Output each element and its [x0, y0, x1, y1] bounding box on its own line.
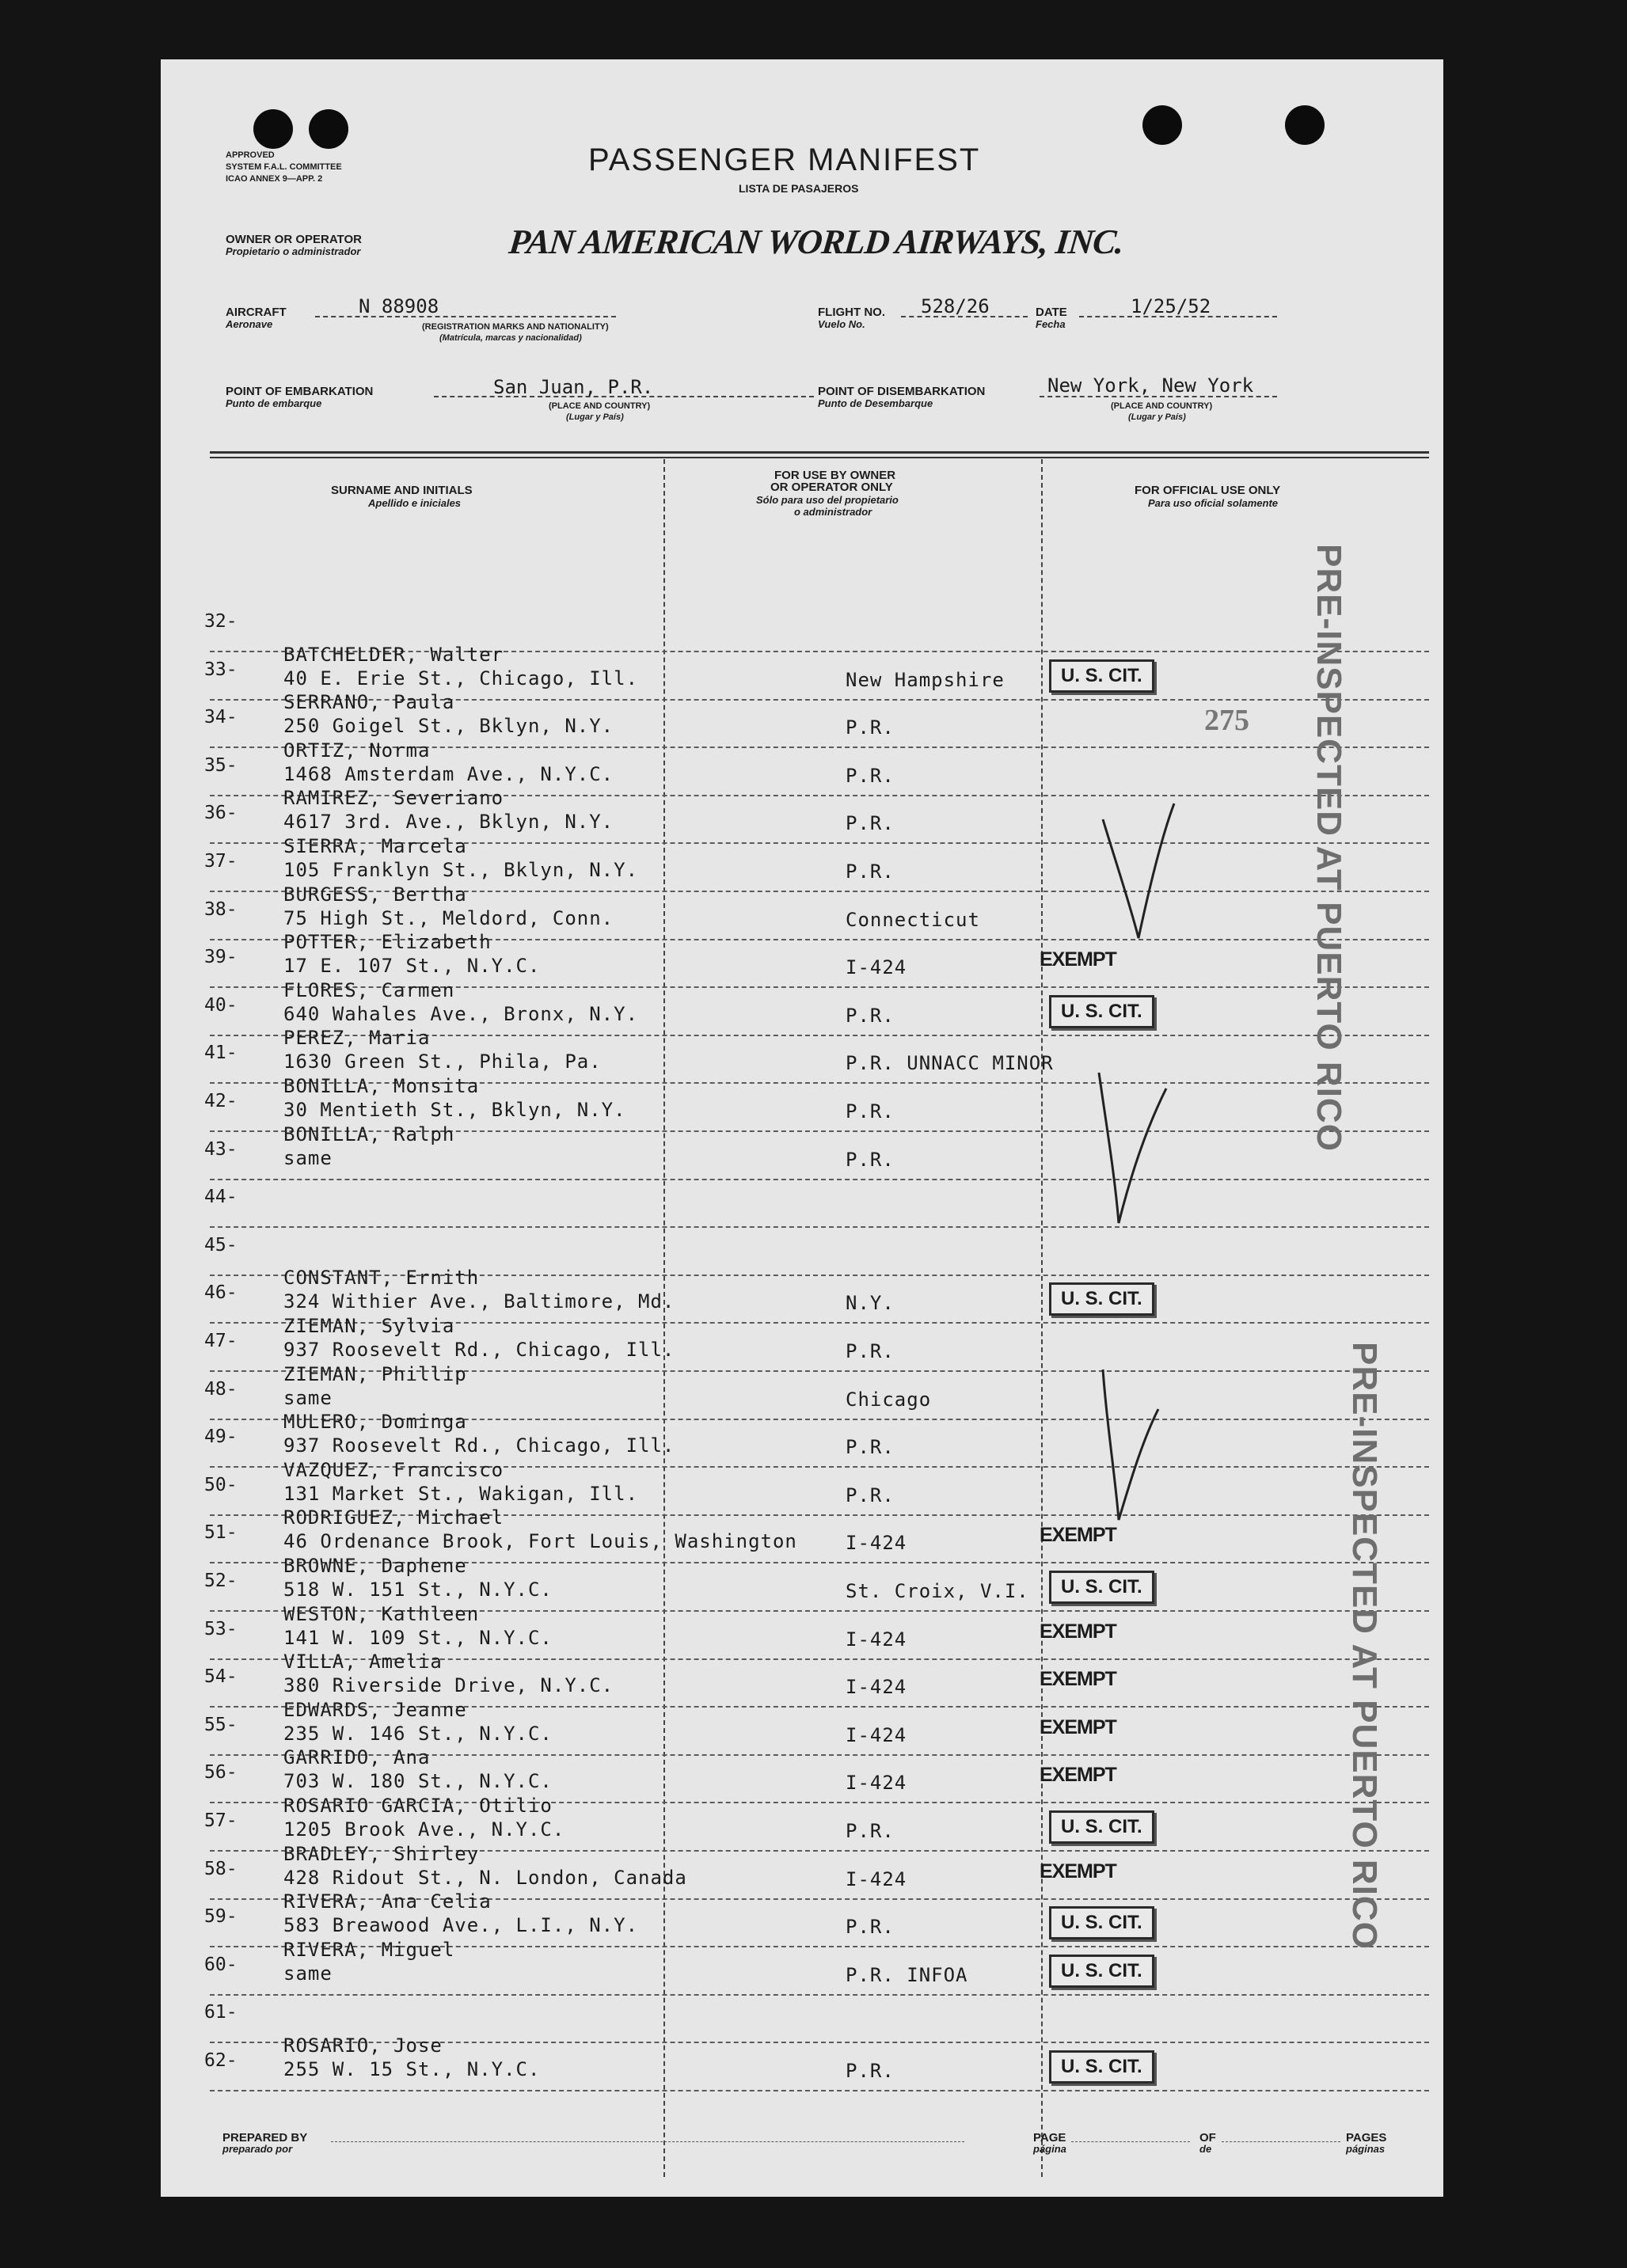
col-operator-header-es-2: o administrador [794, 506, 872, 518]
col-operator-header: FOR USE BY OWNER [774, 469, 896, 482]
punch-hole [253, 109, 293, 149]
row-rule [210, 1226, 1429, 1228]
passenger-address: 380 Riverside Drive, N.Y.C. [283, 1674, 614, 1696]
disembark-place-note-es: (Lugar y País) [1128, 412, 1186, 422]
row-number: 60- [204, 1955, 238, 1975]
aircraft-label-es: Aeronave [226, 318, 273, 330]
row-number: 40- [204, 995, 238, 1016]
registration-note: (REGISTRATION MARKS AND NATIONALITY) [422, 322, 609, 332]
row-number: 50- [204, 1475, 238, 1495]
us-citizen-stamp: U. S. CIT. [1049, 2050, 1154, 2084]
us-citizen-stamp: U. S. CIT. [1049, 1906, 1154, 1939]
operator-note: New Hampshire [846, 669, 1005, 691]
passenger-address: 703 W. 180 St., N.Y.C. [283, 1770, 553, 1792]
operator-note: I-424 [846, 1868, 907, 1890]
row-number: 36- [204, 803, 238, 823]
exempt-stamp: EXEMPT [1040, 1716, 1116, 1738]
row-number: 56- [204, 1762, 238, 1783]
flight-label-es: Vuelo No. [818, 318, 865, 330]
exempt-stamp: EXEMPT [1040, 1524, 1116, 1546]
row-number: 49- [204, 1427, 238, 1447]
passenger-address: 518 W. 151 St., N.Y.C. [283, 1578, 553, 1601]
col-operator-header-es: Sólo para uso del propietario [756, 494, 899, 506]
row-number: 52- [204, 1571, 238, 1591]
owner-label-es: Propietario o administrador [226, 245, 361, 257]
row-number: 58- [204, 1859, 238, 1879]
row-number: 46- [204, 1282, 238, 1303]
passenger-address: 428 Ridout St., N. London, Canada [283, 1867, 687, 1889]
punch-hole [309, 109, 348, 149]
passenger-address: 235 W. 146 St., N.Y.C. [283, 1723, 553, 1745]
row-number: 57- [204, 1810, 238, 1831]
prepared-label-es: preparado por [222, 2143, 293, 2155]
operator-note: P.R. [846, 1100, 895, 1123]
row-number: 38- [204, 899, 238, 920]
row-rule [210, 2090, 1429, 2091]
passenger-address: 131 Market St., Wakigan, Ill. [283, 1483, 639, 1505]
row-number: 59- [204, 1906, 238, 1927]
page-title-es: LISTA DE PASAJEROS [739, 182, 859, 195]
approved-line-1: APPROVED [226, 150, 275, 160]
operator-note: I-424 [846, 1772, 907, 1794]
col-surname-header: SURNAME AND INITIALS [331, 484, 473, 497]
col-surname-header-es: Apellido e iniciales [368, 497, 462, 509]
pages-label-es: páginas [1346, 2143, 1386, 2155]
flight-value: 528/26 [921, 295, 990, 317]
row-number: 47- [204, 1331, 238, 1351]
pages-label: PAGES [1346, 2131, 1387, 2145]
of-label: OF [1199, 2131, 1216, 2145]
disembark-label: POINT OF DISEMBARKATION [818, 385, 986, 398]
passenger-name: VILLA, Amelia [283, 1651, 443, 1673]
passenger-address: 1205 Brook Ave., N.Y.C. [283, 1818, 565, 1841]
date-label-es: Fecha [1036, 318, 1066, 330]
operator-note: P.R. [846, 1436, 895, 1458]
passenger-address: 583 Breawood Ave., L.I., N.Y. [283, 1914, 639, 1936]
operator-note: P.R. [846, 1484, 895, 1506]
passenger-address: same [283, 1962, 333, 1985]
passenger-name: BATCHELDER, Walter [283, 644, 504, 666]
flight-label: FLIGHT NO. [818, 306, 885, 319]
passenger-name: GARRIDO, Ana [283, 1746, 431, 1768]
passenger-name: BONILLA, Ralph [283, 1123, 455, 1145]
operator-name: PAN AMERICAN WORLD AIRWAYS, INC. [507, 222, 1126, 261]
passenger-name: VAZQUEZ, Francisco [283, 1459, 504, 1481]
row-number: 44- [204, 1187, 238, 1207]
passenger-address: 1468 Amsterdam Ave., N.Y.C. [283, 763, 614, 785]
check-mark-icon [1091, 1346, 1178, 1536]
operator-note: P.R. [846, 1005, 895, 1027]
operator-note: I-424 [846, 956, 907, 978]
embark-place-note: (PLACE AND COUNTRY) [549, 401, 651, 411]
aircraft-value: N 88908 [359, 295, 439, 317]
passenger-address: 30 Mentieth St., Bklyn, N.Y. [283, 1099, 626, 1121]
row-number: 32- [204, 611, 238, 632]
operator-note: P.R. [846, 1916, 895, 1938]
operator-note: Chicago [846, 1389, 932, 1411]
page-label-es: página [1033, 2143, 1066, 2155]
passenger-name: ORTIZ, Norma [283, 739, 431, 762]
passenger-name: ROSARIO, Jose [283, 2034, 443, 2057]
passenger-address: 640 Wahales Ave., Bronx, N.Y. [283, 1003, 639, 1025]
of-label-es: de [1199, 2143, 1212, 2155]
passenger-address: 324 Withier Ave., Baltimore, Md. [283, 1290, 675, 1313]
passenger-address: 250 Goigel St., Bklyn, N.Y. [283, 715, 614, 737]
check-mark-icon [1091, 1041, 1178, 1231]
passenger-address: 255 W. 15 St., N.Y.C. [283, 2058, 541, 2080]
operator-note: P.R. [846, 812, 895, 834]
passenger-name: RIVERA, Ana Celia [283, 1890, 492, 1913]
exempt-stamp: EXEMPT [1040, 948, 1116, 971]
page-label: PAGE [1033, 2131, 1066, 2145]
embark-label-es: Punto de embarque [226, 397, 322, 409]
passenger-address: 141 W. 109 St., N.Y.C. [283, 1627, 553, 1649]
passenger-name: RIVERA, Miguel [283, 1939, 455, 1961]
exempt-stamp: EXEMPT [1040, 1620, 1116, 1643]
operator-note: I-424 [846, 1676, 907, 1698]
row-number: 48- [204, 1379, 238, 1400]
passenger-name: ROSARIO GARCIA, Otilio [283, 1795, 553, 1817]
operator-note: I-424 [846, 1724, 907, 1746]
disembark-label-es: Punto de Desembarque [818, 397, 933, 409]
date-label: DATE [1036, 306, 1067, 319]
check-mark-icon [1095, 701, 1182, 954]
exempt-stamp: EXEMPT [1040, 1764, 1116, 1786]
row-number: 42- [204, 1091, 238, 1111]
handwritten-count: 275 [1204, 704, 1249, 737]
operator-note: P.R. [846, 765, 895, 787]
operator-note: P.R. INFOA [846, 1964, 968, 1986]
row-number: 39- [204, 947, 238, 967]
date-value: 1/25/52 [1131, 295, 1211, 317]
passenger-name: BURGESS, Bertha [283, 883, 467, 906]
row-number: 34- [204, 707, 238, 728]
passenger-address: 75 High St., Meldord, Conn. [283, 907, 614, 929]
operator-note: N.Y. [846, 1292, 895, 1314]
passenger-name: BONILLA, Monsita [283, 1075, 480, 1097]
embark-value: San Juan, P.R. [493, 376, 654, 398]
prepared-label: PREPARED BY [222, 2131, 308, 2145]
passenger-address: 937 Roosevelt Rd., Chicago, Ill. [283, 1339, 675, 1361]
row-rule [210, 1994, 1429, 1996]
row-number: 61- [204, 2002, 238, 2023]
us-citizen-stamp: U. S. CIT. [1049, 1571, 1154, 1604]
owner-label: OWNER OR OPERATOR [226, 233, 362, 246]
disembark-value: New York, New York [1047, 374, 1254, 397]
aircraft-label: AIRCRAFT [226, 306, 287, 319]
manifest-sheet [161, 59, 1443, 2197]
passenger-address: 937 Roosevelt Rd., Chicago, Ill. [283, 1434, 675, 1457]
row-number: 62- [204, 2050, 238, 2071]
col-official-header: FOR OFFICIAL USE ONLY [1135, 484, 1281, 497]
passenger-name: EDWARDS, Jeanne [283, 1699, 467, 1721]
passenger-address: same [283, 1387, 333, 1409]
operator-note: P.R. [846, 1340, 895, 1362]
punch-hole [1285, 105, 1325, 145]
passenger-name: MULERO, Dominga [283, 1411, 467, 1433]
preinspected-stamp-top: PRE-INSPECTED AT PUERTO RICO [1310, 544, 1348, 1152]
operator-note: P.R. [846, 860, 895, 883]
passenger-name: SIERRA, Marcela [283, 835, 467, 857]
operator-note: I-424 [846, 1628, 907, 1651]
col-operator-header-2: OR OPERATOR ONLY [770, 481, 893, 494]
embark-label: POINT OF EMBARKATION [226, 385, 374, 398]
operator-note: P.R. [846, 1149, 895, 1171]
passenger-name: SERRANO, Paula [283, 691, 455, 713]
row-number: 33- [204, 659, 238, 680]
row-number: 54- [204, 1666, 238, 1687]
passenger-address: 17 E. 107 St., N.Y.C. [283, 955, 541, 977]
row-number: 53- [204, 1619, 238, 1639]
operator-note: P.R. [846, 2060, 895, 2082]
approved-line-2: SYSTEM F.A.L. COMMITTEE [226, 162, 342, 172]
page-title: PASSENGER MANIFEST [588, 142, 981, 177]
passenger-address: same [283, 1147, 333, 1169]
us-citizen-stamp: U. S. CIT. [1049, 1955, 1154, 1988]
us-citizen-stamp: U. S. CIT. [1049, 659, 1154, 693]
passenger-address: 4617 3rd. Ave., Bklyn, N.Y. [283, 811, 614, 833]
row-number: 51- [204, 1522, 238, 1543]
disembark-place-note: (PLACE AND COUNTRY) [1111, 401, 1213, 411]
row-number: 37- [204, 851, 238, 872]
row-number: 55- [204, 1715, 238, 1735]
us-citizen-stamp: U. S. CIT. [1049, 1282, 1154, 1316]
passenger-name: PEREZ, Maria [283, 1027, 431, 1049]
passenger-address: 46 Ordenance Brook, Fort Louis, Washington [283, 1530, 797, 1552]
passenger-name: BROWNE, Daphene [283, 1555, 467, 1577]
passenger-name: BRADLEY, Shirley [283, 1843, 480, 1865]
col-official-header-es: Para uso oficial solamente [1148, 497, 1279, 509]
row-rule [210, 1179, 1429, 1180]
passenger-address: 40 E. Erie St., Chicago, Ill. [283, 667, 639, 690]
passenger-name: RODRIGUEZ, Michael [283, 1506, 504, 1529]
operator-note: I-424 [846, 1532, 907, 1554]
passenger-address: 105 Franklyn St., Bklyn, N.Y. [283, 859, 639, 881]
operator-note: P.R. [846, 716, 895, 739]
row-number: 45- [204, 1235, 238, 1256]
operator-note: Connecticut [846, 909, 980, 931]
passenger-address: 1630 Green St., Phila, Pa. [283, 1050, 602, 1073]
passenger-name: CONSTANT, Ernith [283, 1267, 480, 1289]
passenger-name: RAMIREZ, Severiano [283, 787, 504, 809]
passenger-name: FLORES, Carmen [283, 979, 455, 1001]
passenger-name: ZIEMAN, Phillip [283, 1363, 467, 1385]
operator-note: P.R. UNNACC MINOR [846, 1052, 1054, 1074]
us-citizen-stamp: U. S. CIT. [1049, 1810, 1154, 1844]
registration-note-es: (Matrícula, marcas y nacionalidad) [439, 333, 582, 343]
exempt-stamp: EXEMPT [1040, 1860, 1116, 1882]
punch-hole [1142, 105, 1182, 145]
approved-line-3: ICAO ANNEX 9—APP. 2 [226, 174, 323, 184]
us-citizen-stamp: U. S. CIT. [1049, 995, 1154, 1028]
row-number: 41- [204, 1043, 238, 1063]
passenger-name: ZIEMAN, Sylvia [283, 1315, 455, 1337]
passenger-name: WESTON, Kathleen [283, 1603, 480, 1625]
exempt-stamp: EXEMPT [1040, 1668, 1116, 1690]
row-number: 43- [204, 1139, 238, 1160]
row-number: 35- [204, 755, 238, 776]
preinspected-stamp-bottom: PRE-INSPECTED AT PUERTO RICO [1345, 1342, 1384, 1950]
embark-place-note-es: (Lugar y País) [566, 412, 624, 422]
passenger-name: POTTER, Elizabeth [283, 931, 492, 953]
operator-note: P.R. [846, 1820, 895, 1842]
operator-note: St. Croix, V.I. [846, 1580, 1029, 1602]
